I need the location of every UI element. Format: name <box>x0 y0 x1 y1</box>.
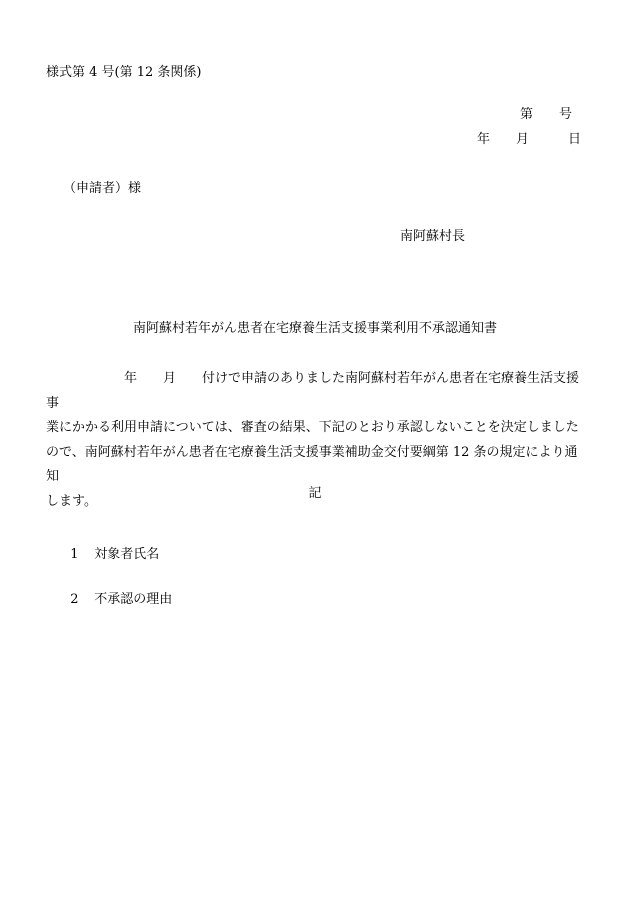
document-number: 第 号 <box>520 107 573 122</box>
list-item <box>62 535 159 561</box>
document-date: 年 月 日 <box>477 132 582 147</box>
item-label: 不承認の理由 <box>94 592 173 607</box>
ki-heading: 記 <box>308 486 322 501</box>
issuer-name: 南阿蘇村長 <box>400 229 466 244</box>
item-number: 2 <box>70 592 79 607</box>
list-item <box>62 580 172 606</box>
applicant-addressee: （申請者）様 <box>63 181 142 196</box>
document-title: 南阿蘇村若年がん患者在宅療養生活支援事業利用不承認通知書 <box>132 321 497 336</box>
form-number: 様式第 4 号(第 12 条関係) <box>46 65 202 80</box>
item-label: 対象者氏名 <box>94 547 160 562</box>
item-number: 1 <box>70 547 79 562</box>
body-text: 年 月 付けで申請のありました南阿蘇村若年がん患者在宅療養生活支援事 業にかかる利用申請については、審査の結果、下記のとおり承認しないことを決定しました ので、南阿蘇村若年がん患者在宅療養生活支援事業補助金交付要綱第 12 条の規定により通知 します。 <box>46 371 580 509</box>
